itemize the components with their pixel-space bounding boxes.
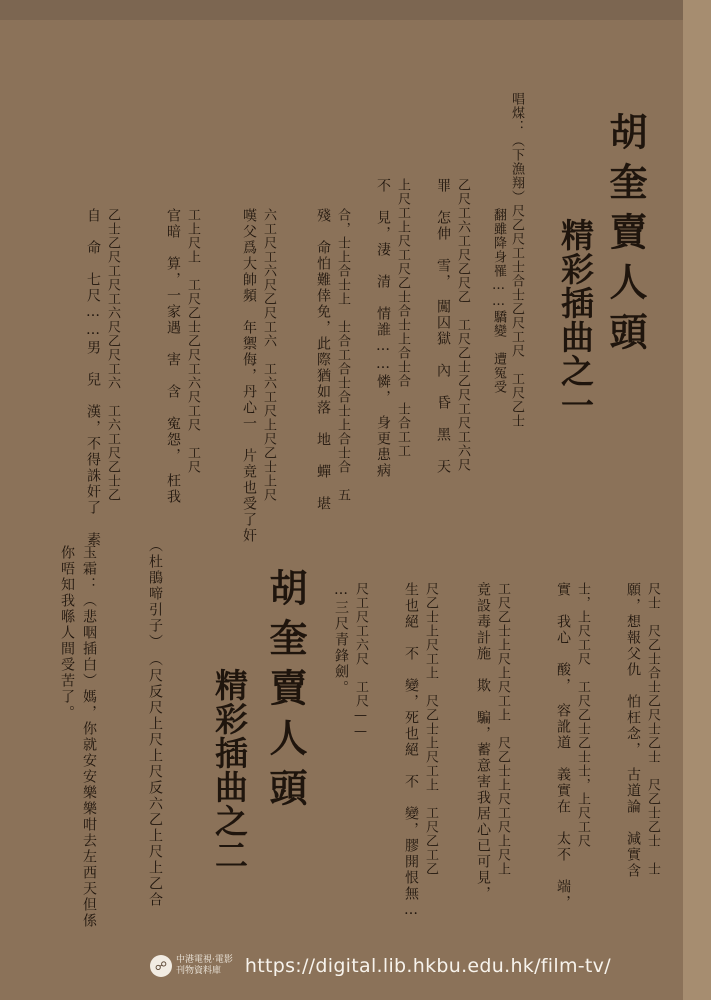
right-block-column: 翻雖降身罹……驕變 遭冤受 — [491, 208, 506, 394]
right-block-column: 乙士乙尺工尺工六尺乙尺工六 工六工尺乙士乙 — [105, 208, 120, 502]
library-logo-icon: ☍ — [150, 955, 172, 977]
left-block-column: 尺士 尺乙士合士乙尺士乙士 尺乙士乙士 士 — [645, 582, 660, 876]
right-block-column: 自 命 七尺……男 兒 漢，不得誅奸了 素 — [85, 208, 101, 548]
logo-line-1: 中港電視·電影 — [176, 955, 233, 965]
main-title: 胡奎賣人頭 — [603, 112, 648, 362]
left-block-column: 實 我心 酸， 容訛道 義實在 太不 端， — [555, 582, 571, 911]
right-block-column: 六工尺工六尺乙尺工六 工六工尺上尺乙士上尺 — [261, 208, 276, 502]
page-margin-strip — [683, 0, 711, 1000]
watermark-url: https://digital.lib.hkbu.edu.hk/film-tv/ — [244, 955, 611, 977]
second-subtitle: 精彩插曲之二 — [210, 668, 249, 872]
left-block-column: 士，上尺工尺 工尺乙士乙士士，上尺工尺 — [575, 582, 590, 848]
left-block-column: 工尺乙士上尺上尺工上 尺乙士上尺工尺上尺上 — [495, 582, 510, 876]
right-block-column: 合，士上合士上 士合工合士合士上合士合 五 — [335, 208, 350, 502]
left-block-column: 願，想報父仇 怕枉念， 古道論 減實含 — [625, 582, 641, 879]
right-block-column: 殘 命怕難倖免，此際猶如落 地 蟬 堪 — [315, 208, 331, 512]
right-block-column: 乙尺工六工尺乙尺乙 工尺乙士乙尺工尺工六尺 — [455, 178, 470, 472]
left-block-column: …三尺青鋒劍。 — [333, 582, 349, 696]
right-block-column: 罪 怎伸 雪， 闖囚獄 內 昏 黑 天 — [435, 178, 451, 475]
right-block-column: 工上尺上 工尺乙士乙尺工六尺工尺 工尺 — [185, 208, 200, 474]
page-top-edge — [0, 0, 683, 20]
logo-line-2: 刊物資料庫 — [176, 966, 222, 976]
library-watermark — [150, 950, 683, 982]
left-block-column: 生也絕 不 變，死也絕 不 變，膠開恨無… — [403, 582, 419, 920]
lower-block-column: （杜鵑啼引子） （尺反尺上尺上尺反六乙上尺上乙合 — [147, 538, 163, 908]
left-block-column: 尺乙士上尺工上 尺乙士上尺工上 工尺乙工乙 — [423, 582, 438, 876]
right-block-column: 官暗 算，一家遇 害 含 寃怨， 枉我 — [165, 208, 181, 505]
second-title: 胡奎賣人頭 — [263, 568, 308, 818]
right-block-column: 不 見，淒 清 情誰……憐， 身更患病 — [375, 178, 391, 479]
library-logo — [150, 955, 233, 977]
right-block-column: 上尺工上尺工尺乙士合士上合士合 士合工工 — [395, 178, 410, 458]
lower-block-column: 玉霜：（悲咽插白）媽，你就安安樂樂咁去左西天但係 — [81, 545, 97, 929]
left-block-column: 竟設毒計施 欺 騙，蓄意害我居心已可見， — [475, 582, 491, 902]
main-subtitle: 精彩插曲之一 — [556, 218, 595, 422]
left-block-column: 尺工尺工六尺 工尺—— — [353, 582, 368, 740]
right-block-column: 唱煤：（下漁翔）尺乙尺工士合士乙尺工尺 工尺乙士 — [509, 92, 524, 428]
right-block-column: 嘆父爲大帥頻 年禦侮，丹心一 片竟也受了奸 — [241, 208, 257, 544]
lower-block-column: 你唔知我喺人間受苦了。 — [59, 545, 75, 721]
